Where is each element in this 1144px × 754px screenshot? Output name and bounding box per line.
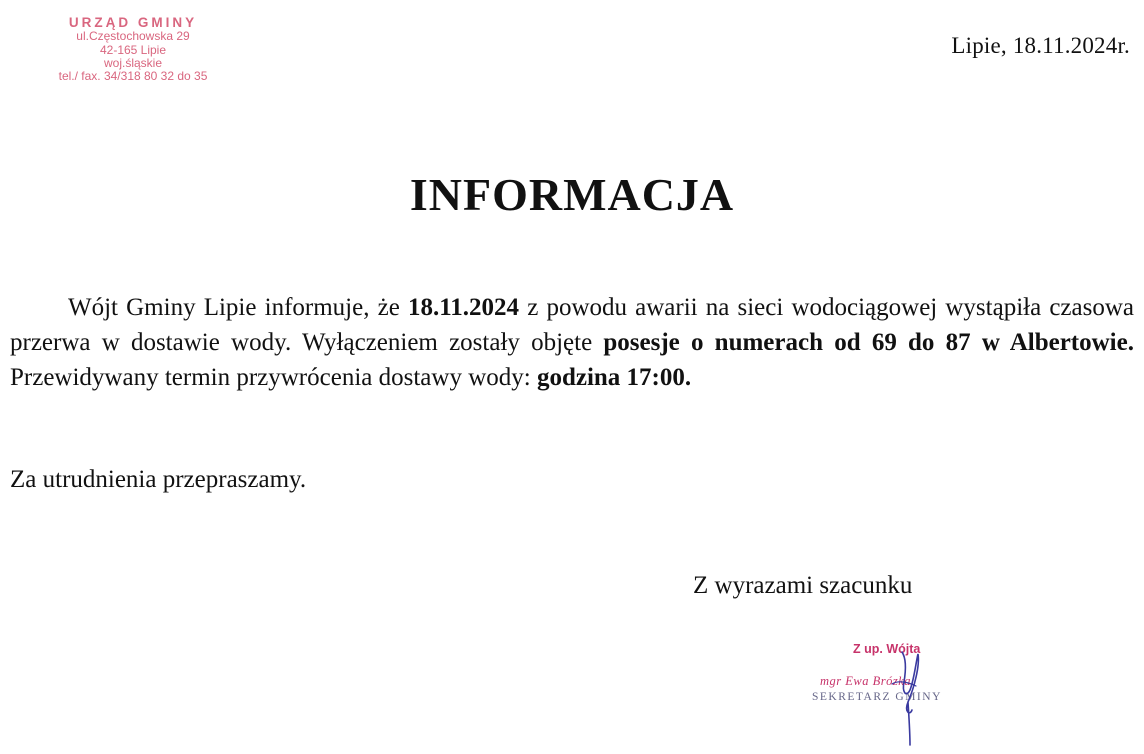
body-text-2: z powodu awarii na sieci wodociągowej wystąpiła czasowa przerwa w dostawie wody. Wyłączeniem zostały objęte [10, 294, 1134, 356]
signature-stamp [780, 640, 1020, 750]
announcement-paragraph [10, 290, 1134, 395]
document-date: Lipie, 18.11.2024r. [951, 33, 1130, 58]
signature-role: SEKRETARZ GMINY [812, 691, 942, 703]
body-text-1: Wójt Gminy Lipie informuje, że [68, 294, 408, 321]
restoration-time: godzina 17:00. [536, 364, 692, 391]
document-title: INFORMACJA [409, 169, 735, 220]
stamp-region: woj.śląskie [103, 55, 163, 70]
stamp-phone: tel./ fax. 34/318 80 32 do 35 [58, 69, 208, 84]
outage-date: 18.11.2024 [407, 294, 520, 321]
stamp-postal: 42-165 Lipie [99, 42, 167, 57]
handwritten-signature [780, 640, 1020, 750]
signature-on-behalf: Z up. Wójta [853, 642, 921, 656]
stamp-title: URZĄD GMINY [68, 15, 198, 30]
closing-salutation: Z wyrazami szacunku [693, 572, 913, 599]
affected-properties: posesje o numerach od 69 do 87 w Albertowie. [603, 329, 1134, 356]
apology-text: Za utrudnienia przepraszamy. [10, 466, 307, 493]
office-stamp [28, 15, 238, 84]
body-text-3: Przewidywany termin przywrócenia dostawy wody: [10, 364, 537, 391]
stamp-street: ul.Częstochowska 29 [76, 29, 190, 44]
signature-name: mgr Ewa Brózka [820, 674, 912, 688]
